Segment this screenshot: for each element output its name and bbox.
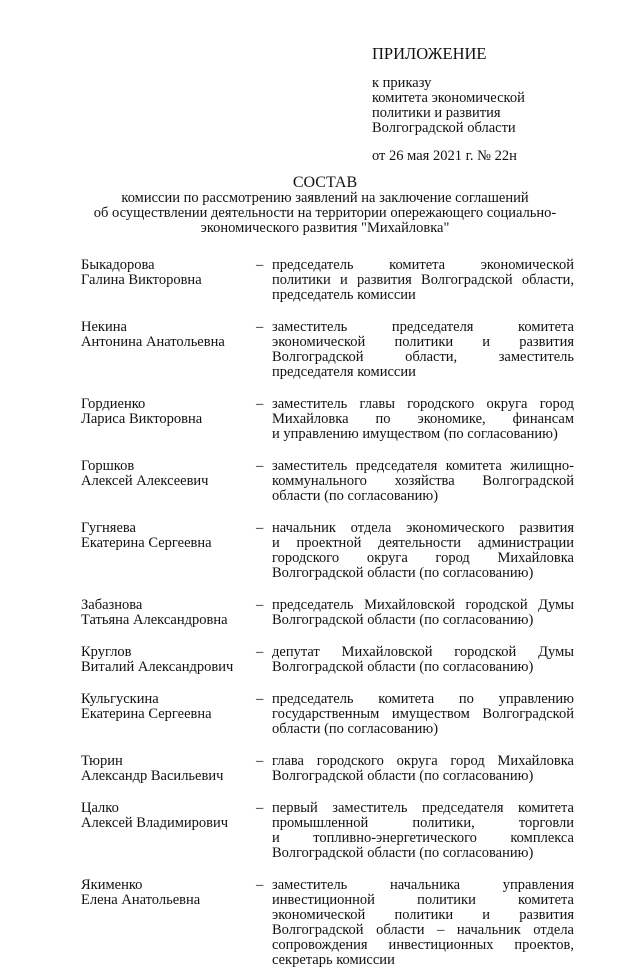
member-role-line: коммунального хозяйства Волгоградской <box>272 473 574 489</box>
appendix-line: политики и развития <box>372 105 501 121</box>
member-role-line: депутат Михайловской городской Думы <box>272 644 574 660</box>
member-name-line: Александр Васильевич <box>81 768 224 784</box>
member-role-line: первый заместитель председателя комитета <box>272 800 574 816</box>
member-name-line: Гордиенко <box>81 396 146 412</box>
member-row <box>0 692 640 737</box>
member-dash: – <box>256 257 264 273</box>
member-dash: – <box>256 644 264 660</box>
member-role-line: городского округа город Михайловка <box>272 550 574 566</box>
appendix-line: комитета экономической <box>372 90 525 106</box>
member-role-line: промышленной политики, торговли <box>272 815 574 831</box>
member-dash: – <box>256 520 264 536</box>
member-dash: – <box>256 753 264 769</box>
member-role-line: политики и развития Волгоградской области, <box>272 272 574 288</box>
member-role-line: начальник отдела экономического развития <box>272 520 574 536</box>
member-role <box>272 645 574 675</box>
member-row <box>0 801 640 861</box>
member-dash: – <box>256 458 264 474</box>
member-role-line: и проектной деятельности администрации <box>272 535 574 551</box>
member-name-line: Екатерина Сергеевна <box>81 535 212 551</box>
heading-line: экономического развития "Михайловка" <box>200 220 450 236</box>
member-role-line: председатель комитета экономической <box>272 257 574 273</box>
member-role-line: заместитель председателя комитета жилищно- <box>272 458 574 474</box>
appendix-block <box>372 44 612 164</box>
member-name-line: Екатерина Сергеевна <box>81 706 212 722</box>
member-row <box>0 878 640 968</box>
member-name <box>81 459 251 489</box>
member-name-line: Цалко <box>81 800 119 816</box>
member-row <box>0 397 640 442</box>
member-role <box>272 320 574 380</box>
member-name <box>81 878 251 908</box>
member-role-line: Михайловка по экономике, финансам <box>272 411 574 427</box>
member-role-line: Волгоградской области (по согласованию) <box>272 845 534 861</box>
member-dash: – <box>256 691 264 707</box>
member-name-line: Гугняева <box>81 520 136 536</box>
member-name-line: Горшков <box>81 458 135 474</box>
member-row <box>0 521 640 581</box>
member-name-line: Некина <box>81 319 127 335</box>
member-role-line: Волгоградской области, заместитель <box>272 349 574 365</box>
member-row <box>0 645 640 675</box>
member-name-line: Алексей Владимирович <box>81 815 229 831</box>
member-name <box>81 692 251 722</box>
member-role-line: экономической политики и развития <box>272 334 574 350</box>
member-name <box>81 598 251 628</box>
member-role <box>272 801 574 861</box>
member-role-line: сопровождения инвестиционных проектов, <box>272 937 574 953</box>
member-name <box>81 645 251 675</box>
member-name-line: Татьяна Александровна <box>81 612 228 628</box>
member-row <box>0 320 640 380</box>
member-name-line: Лариса Викторовна <box>81 411 203 427</box>
member-role <box>272 258 574 303</box>
member-row <box>0 598 640 628</box>
member-role-line: Волгоградской области (по согласованию) <box>272 612 534 628</box>
member-role-line: и топливно-энергетического комплекса <box>272 830 574 846</box>
member-role-line: Волгоградской области (по согласованию) <box>272 768 534 784</box>
commission-members-list <box>0 258 640 968</box>
member-row <box>0 754 640 784</box>
member-role-line: заместитель председателя комитета <box>272 319 574 335</box>
member-dash: – <box>256 597 264 613</box>
member-role-line: области (по согласованию) <box>272 488 439 504</box>
member-role-line: экономической политики и развития <box>272 907 574 923</box>
member-role-line: Волгоградской области – начальник отдела <box>272 922 574 938</box>
heading-title: СОСТАВ <box>292 174 358 191</box>
member-name-line: Быкадорова <box>81 257 155 273</box>
appendix-date: от 26 мая 2021 г. № 22н <box>372 148 517 164</box>
member-role-line: и управлению имуществом (по согласованию) <box>272 426 558 442</box>
member-name-line: Елена Анатольевна <box>81 892 201 908</box>
member-role-line: инвестиционной политики комитета <box>272 892 574 908</box>
member-role-line: секретарь комиссии <box>272 952 395 968</box>
member-name <box>81 754 251 784</box>
member-role-line: Волгоградской области (по согласованию) <box>272 659 534 675</box>
member-role <box>272 692 574 737</box>
member-dash: – <box>256 396 264 412</box>
member-row <box>0 459 640 504</box>
member-role <box>272 598 574 628</box>
member-name-line: Круглов <box>81 644 132 660</box>
member-name-line: Виталий Александрович <box>81 659 234 675</box>
member-name <box>81 397 251 427</box>
document-heading <box>60 174 590 236</box>
member-row <box>0 258 640 303</box>
member-role-line: глава городского округа город Михайловка <box>272 753 574 769</box>
member-role <box>272 459 574 504</box>
member-name-line: Тюрин <box>81 753 123 769</box>
member-name <box>81 521 251 551</box>
appendix-line: Волгоградской области <box>372 120 516 136</box>
member-role-line: заместитель главы городского округа город <box>272 396 574 412</box>
member-name-line: Кульгускина <box>81 691 159 707</box>
member-dash: – <box>256 800 264 816</box>
member-name-line: Якименко <box>81 877 143 893</box>
member-role <box>272 397 574 442</box>
member-name-line: Антонина Анатольевна <box>81 334 225 350</box>
appendix-line: к приказу <box>372 75 432 91</box>
member-role-line: области (по согласованию) <box>272 721 439 737</box>
member-role-line: председатель комиссии <box>272 287 416 303</box>
member-name <box>81 320 251 350</box>
member-role-line: председателя комиссии <box>272 364 416 380</box>
member-role-line: государственным имуществом Волгоградской <box>272 706 574 722</box>
member-dash: – <box>256 319 264 335</box>
heading-line: комиссии по рассмотрению заявлений на заключение соглашений <box>121 190 529 206</box>
member-name <box>81 801 251 831</box>
member-role-line: Волгоградской области (по согласованию) <box>272 565 534 581</box>
member-role-line: председатель комитета по управлению <box>272 691 574 707</box>
member-role <box>272 754 574 784</box>
member-role-line: председатель Михайловской городской Думы <box>272 597 574 613</box>
member-role <box>272 878 574 968</box>
member-dash: – <box>256 877 264 893</box>
member-name <box>81 258 251 288</box>
member-role-line: заместитель начальника управления <box>272 877 574 893</box>
member-name-line: Забазнова <box>81 597 143 613</box>
member-name-line: Галина Викторовна <box>81 272 202 288</box>
member-role <box>272 521 574 581</box>
member-name-line: Алексей Алексеевич <box>81 473 209 489</box>
appendix-title: ПРИЛОЖЕНИЕ <box>372 44 487 63</box>
heading-line: об осуществлении деятельности на территории опережающего социально- <box>93 205 557 221</box>
